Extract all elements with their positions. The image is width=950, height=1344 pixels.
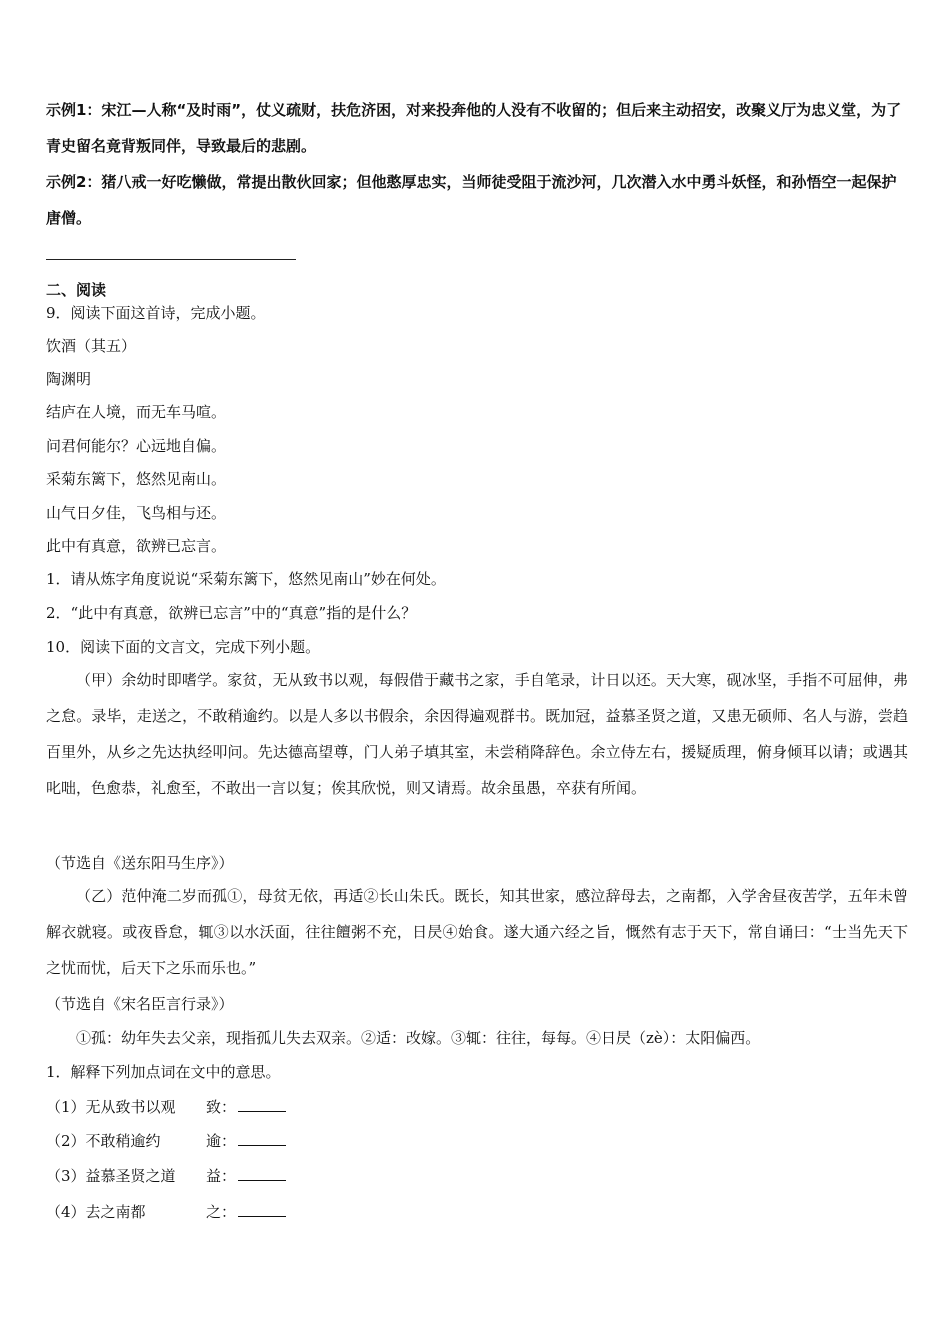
answer-blank[interactable] xyxy=(238,1130,286,1146)
vocab-word: 逾： xyxy=(206,1132,237,1150)
poem-line: 结庐在人境，而无车马喧。 xyxy=(46,403,227,421)
vocab-word: 之： xyxy=(206,1203,237,1221)
annotation-notes: ①孤：幼年失去父亲，现指孤儿失去双亲。②适：改嫁。③辄：往往，每每。④日昃（zè）：太阳偏西。 xyxy=(76,1029,761,1047)
vocab-phrase: （4）去之南都 xyxy=(46,1203,146,1221)
vocab-item xyxy=(46,1130,286,1151)
vocab-item xyxy=(46,1096,286,1117)
passage-jia-source: （节选自《送东阳马生序》） xyxy=(46,854,234,872)
vocab-phrase: （1）无从致书以观 xyxy=(46,1098,176,1116)
answer-blank[interactable] xyxy=(238,1096,286,1112)
vocab-phrase: （2）不敢稍逾约 xyxy=(46,1132,161,1150)
vocab-word: 益： xyxy=(206,1167,237,1185)
poem-line: 采菊东篱下，悠然见南山。 xyxy=(46,470,227,488)
example-2: 示例2：猪八戒一好吃懒做，常提出散伙回家；但他憨厚忠实，当师徒受阻于流沙河，几次潜入水中勇斗妖怪，和孙悟空一起保护唐僧。 xyxy=(46,173,897,227)
vocab-phrase: （3）益慕圣贤之道 xyxy=(46,1167,176,1185)
vocab-item xyxy=(46,1165,286,1186)
q9-sub2: 2．“此中有真意，欲辨已忘言”中的“真意”指的是什么？ xyxy=(46,604,417,622)
q10-sub1: 1．解释下列加点词在文中的意思。 xyxy=(46,1063,281,1081)
passage-jia: （甲）余幼时即嗜学。家贫，无从致书以观，每假借于藏书之家，手自笔录，计日以还。天大寒，砚冰坚，手指不可屈伸，弗之怠。录毕，走送之，不敢稍逾约。以是人多以书假余，余因得遍观群书。既加冠，益慕圣贤之道，又患无硕师、名人与游，尝趋百里外，从乡之先达执经叩问。先达德高望尊，门人弟子填其室，未尝稍降辞色。余立侍左右，援疑质理，俯身倾耳以请；或遇其叱咄，色愈恭，礼愈至，不敢出一言以复；俟其欣悦，则又请焉。故余虽愚，卒获有所闻。 xyxy=(46,671,908,797)
poem-line: 山气日夕佳，飞鸟相与还。 xyxy=(46,504,227,522)
q9-intro: 9．阅读下面这首诗，完成小题。 xyxy=(46,304,266,322)
separator-line xyxy=(46,259,296,260)
poem-line: 此中有真意，欲辨已忘言。 xyxy=(46,537,227,555)
vocab-item xyxy=(46,1201,286,1222)
vocab-word: 致： xyxy=(206,1098,237,1116)
q10-intro: 10．阅读下面的文言文，完成下列小题。 xyxy=(46,638,321,656)
answer-blank[interactable] xyxy=(238,1201,286,1217)
poem-line: 问君何能尔？心远地自偏。 xyxy=(46,437,227,455)
q9-sub1: 1．请从炼字角度说说“采菊东篱下，悠然见南山”妙在何处。 xyxy=(46,570,446,588)
poem-author: 陶渊明 xyxy=(46,370,92,388)
poem-title: 饮酒（其五） xyxy=(46,337,137,355)
answer-blank[interactable] xyxy=(238,1165,286,1181)
section-heading: 二、阅读 xyxy=(46,281,107,299)
example-1: 示例1：宋江—人称“及时雨”，仗义疏财，扶危济困，对来投奔他的人没有不收留的；但后来主动招安，改聚义厅为忠义堂，为了青史留名竟背叛同伴，导致最后的悲剧。 xyxy=(46,101,902,155)
passage-yi: （乙）范仲淹二岁而孤①，母贫无依，再适②长山朱氏。既长，知其世家，感泣辞母去，之南都，入学舍昼夜苦学，五年未曾解衣就寝。或夜昏怠，辄③以水沃面，往往饘粥不充，日昃④始食。遂大通六经之旨，慨然有志于天下，常自诵曰：“士当先天下之忧而忧，后天下之乐而乐也。” xyxy=(46,887,908,977)
passage-yi-source: （节选自《宋名臣言行录》） xyxy=(46,995,234,1013)
